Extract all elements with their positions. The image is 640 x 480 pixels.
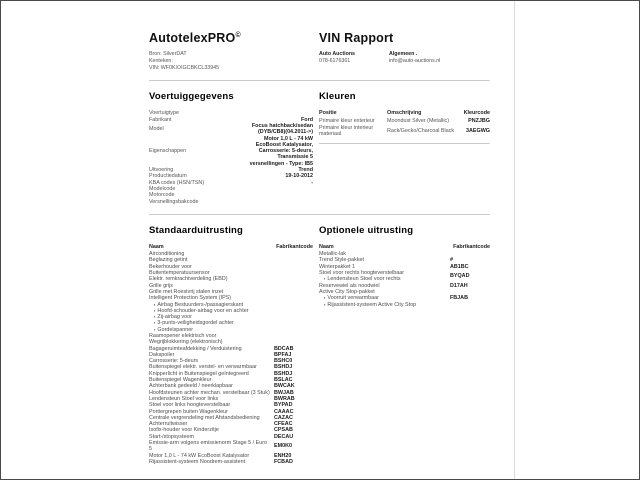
equipment-name-block	[149, 459, 271, 465]
equipment-item	[319, 289, 490, 308]
vin-report-page	[132, 1, 515, 480]
equipment-sub-list	[149, 302, 271, 333]
report-header	[149, 31, 490, 71]
equipment-name: Bagageruimteafdekking / Verduistering	[149, 345, 242, 352]
equipment-code: CFEAC	[274, 421, 293, 428]
equipment-code: BWRAB	[274, 395, 295, 402]
field-value-text: Ford	[301, 116, 313, 123]
equipment-code: BWCAK	[274, 383, 295, 390]
section-optionele-uitrusting	[319, 223, 490, 308]
equipment-name: Grille met Roestvrij stalen inzet	[149, 288, 224, 295]
equipment-code: BYPAD	[274, 402, 293, 409]
vehicle-field-list	[149, 110, 313, 204]
report-title: VIN Rapport	[319, 31, 394, 45]
mid-divider	[149, 214, 490, 215]
optional-equipment-list	[319, 251, 490, 308]
equipment-name: Achterbank gedeeld / neerklapbaar	[149, 383, 233, 390]
square-bullet-icon: ▪	[324, 301, 326, 307]
equipment-code: ENH20	[274, 452, 292, 459]
square-bullet-icon: ▪	[154, 320, 156, 326]
equipment-code: CPSAB	[274, 427, 293, 434]
equipment-name-block	[319, 289, 447, 308]
equipment-name: Dakspoiler	[149, 351, 175, 358]
equipment-name-block	[149, 440, 271, 453]
equipment-code: BPFAJ	[274, 351, 292, 358]
section-title-voertuiggegevens: Voertuiggegevens	[149, 91, 234, 103]
top-sections	[149, 89, 490, 204]
color-description: Moondust Silver (Metallic)	[387, 117, 450, 124]
meta-line: Kenteken:	[149, 57, 173, 64]
field-value	[168, 123, 313, 136]
field-value-text: Motor 1,0 L - 74 kW EcoBoost Katalysator, Carrosserie: 5-deurs, Transmissie 5 versnellingen - Type: IB5	[249, 135, 313, 167]
equipment-sub-item-text: Airbag Bestuurders-/passagierskant	[157, 301, 244, 308]
field-value	[202, 199, 313, 205]
equipment-name: Raamopener elektrisch voor	[149, 333, 217, 339]
equipment-name: Wegrijblokkering (elektronisch)	[149, 339, 223, 346]
section-title-optionele-uitrusting: Optionele uitrusting	[319, 224, 414, 236]
equipment-name: Active City Stop-pakket	[319, 288, 375, 295]
field-label: Eigenschappen	[149, 148, 187, 155]
vehicle-field-row	[149, 136, 313, 167]
equipment-sections	[149, 223, 490, 465]
equipment-code: AB1BC	[450, 263, 469, 270]
field-label: Fabrikant	[149, 116, 172, 123]
equipment-item	[149, 459, 313, 465]
field-label: Model	[149, 126, 164, 133]
equipment-sub-item-text: 3-punts-veiligheidsgordel achter	[157, 320, 234, 327]
field-value-text: Trend	[298, 167, 313, 174]
meta-line: Bron: SilverDAT	[149, 51, 187, 57]
field-label: Voertuigtype	[149, 110, 179, 117]
equipment-sub-item-text: Rijassistent-systeem Active City Stop	[327, 301, 417, 308]
equipment-name: Hoofdsteunen achter mechan. verstelbaar (3 Stuk)	[149, 389, 270, 396]
equipment-name: Achterruitwisser	[149, 421, 188, 428]
color-position: Primaire kleur interieur materiaal	[319, 124, 374, 138]
equipment-name: Airconditioning	[149, 251, 185, 258]
optional-equipment-header	[319, 244, 490, 250]
standard-equipment-list	[149, 251, 313, 465]
square-bullet-icon: ▪	[324, 276, 326, 282]
equipment-name: Buitentemperatuursensor	[149, 270, 210, 277]
equipment-name: Carrosserie: 5-deurs	[149, 358, 199, 365]
field-value	[190, 136, 313, 167]
field-label: Versnellingsbakcode	[149, 198, 199, 205]
equipment-name: Isofix-houder voor Kinderzitje	[149, 427, 219, 434]
equipment-name: Lendensteun Stoel voor links	[149, 395, 219, 402]
equipment-code: BSHC0	[274, 358, 293, 365]
header-right	[319, 31, 490, 65]
equipment-code: #	[450, 257, 453, 264]
equipment-item	[319, 270, 490, 283]
company-phone: 078-6176361	[319, 57, 351, 64]
vehicle-meta	[149, 51, 313, 71]
equipment-name: Bekerhouder voor	[149, 263, 192, 270]
equipment-name: Centrale vergrendeling met Afstandsbediening	[149, 414, 260, 421]
company-name: Auto Auctions	[319, 51, 355, 57]
column-header-positie: Positie	[319, 110, 337, 117]
column-header-omschrijving: Omschrijving	[387, 110, 422, 117]
equipment-item	[149, 440, 313, 453]
field-label: Productiedatum	[149, 173, 187, 180]
color-position: Primaire kleur exterieur	[319, 117, 375, 124]
field-label: KBA codes (HSN/TSN)	[149, 179, 205, 186]
square-bullet-icon: ▪	[154, 301, 156, 307]
column-header-naam: Naam	[149, 243, 164, 250]
equipment-name: Emissie-arm volgens emissienorm Stage 5 / Euro 5	[149, 440, 268, 453]
equipment-name: Buitenspiegel elektr. verstel- en verwarmbaar	[149, 364, 257, 371]
standard-equipment-header	[149, 244, 313, 250]
field-value-text: Focus hatchback/sedan (DYB/CB8)(04.2011->)	[251, 122, 313, 136]
equipment-code: CAZAC	[274, 414, 293, 421]
header-left	[149, 31, 313, 71]
equipment-item	[149, 295, 313, 333]
equipment-sub-item-text: Hoofd-schouder-airbag voor en achter	[157, 307, 249, 314]
section-title-standaarduitrusting: Standaarduitrusting	[149, 224, 244, 236]
equipment-name: Trend Style-pakket	[319, 257, 365, 264]
general-label: Algemeen .	[389, 51, 418, 57]
field-value-text: -	[311, 179, 313, 186]
field-label: Modelcode	[149, 185, 176, 192]
square-bullet-icon: ▪	[154, 314, 156, 320]
colors-table-body	[319, 118, 490, 138]
colors-divider	[319, 143, 490, 144]
equipment-name: Stoel voor rechts hoogteverstelbaar	[319, 270, 405, 277]
column-header-fabrikantcode: Fabrikantcode	[276, 243, 313, 250]
equipment-code: BYQAD	[450, 273, 470, 280]
equipment-sub-item-text: Voorruit verwarmbaar	[327, 295, 379, 302]
equipment-name: Buitenspiegel Wagenkleur	[149, 377, 212, 384]
equipment-name: Stoel voor links hoogteverstelbaar	[149, 402, 231, 409]
app-title-text: AutotelexPRO	[149, 31, 236, 45]
section-kleuren	[319, 89, 490, 143]
equipment-code: BSHDJ	[274, 370, 293, 377]
equipment-name: Portiergrepen buiten Wagenkleur	[149, 408, 228, 415]
equipment-sub-item-text: Zij-airbag voor	[157, 314, 192, 321]
section-voertuiggegevens	[149, 89, 313, 204]
square-bullet-icon: ▪	[154, 307, 156, 313]
equipment-name: Intelligent Protection System (IPS)	[149, 295, 232, 302]
equipment-name-block	[149, 295, 271, 333]
header-divider	[149, 80, 490, 81]
equipment-name: Metallic-lak	[319, 251, 346, 258]
field-label: Motorcode	[149, 192, 175, 199]
field-value-text: 19-10-2012	[285, 173, 313, 180]
color-code: 3AEGWG	[466, 128, 490, 135]
contact-general	[389, 51, 445, 65]
equipment-name: Start-/stopsysteem	[149, 433, 194, 440]
equipment-sub-item	[319, 302, 447, 308]
color-row	[319, 125, 490, 138]
color-row	[319, 118, 490, 124]
equipment-name: Knipperlicht in Buitenspiegel geïntegreerd	[149, 370, 249, 377]
trademark-symbol: ©	[235, 31, 241, 39]
equipment-code: EM0K0	[274, 443, 292, 450]
color-description: Rack/Gecko/Charcoal Black	[387, 128, 455, 135]
equipment-code: BDCAB	[274, 345, 294, 352]
vehicle-field-row	[149, 123, 313, 136]
equipment-name: Rijassistent-systeem Noodrem-assistent	[149, 458, 246, 465]
app-title	[149, 31, 313, 45]
equipment-code: BSHDJ	[274, 364, 293, 371]
color-code: PNZJBG	[468, 117, 490, 124]
equipment-code: D17AH	[450, 282, 468, 289]
equipment-code: DECAU	[274, 433, 294, 440]
equipment-name: Reservewiel als noodwiel	[319, 282, 380, 289]
contact-row	[319, 51, 490, 65]
vehicle-field-row	[149, 199, 313, 205]
section-title-kleuren: Kleuren	[319, 91, 356, 103]
equipment-sub-list	[319, 295, 447, 308]
equipment-code: CAAAC	[274, 408, 294, 415]
equipment-sub-item-text: Gordelspanner	[157, 326, 194, 333]
column-header-naam: Naam	[319, 243, 334, 250]
square-bullet-icon: ▪	[324, 295, 326, 301]
colors-table	[319, 110, 490, 137]
general-email: info@auto-auctions.nl	[389, 57, 441, 64]
equipment-code: FCBAD	[274, 458, 293, 465]
equipment-code: BSLAC	[274, 377, 293, 384]
equipment-name: Elektr. remkrachtverdeling (EBD)	[149, 276, 228, 283]
field-label: Uitvoering	[149, 167, 174, 174]
equipment-name: Grille grijs	[149, 282, 173, 289]
equipment-name-block	[319, 270, 447, 283]
equipment-code: BWJAB	[274, 389, 294, 396]
equipment-code: FBJAB	[450, 295, 468, 302]
colors-table-header	[319, 110, 490, 116]
equipment-name: Winterpakket 1	[319, 263, 355, 270]
section-standaarduitrusting	[149, 223, 313, 465]
equipment-name: Beglazing getint	[149, 257, 188, 264]
contact-company	[319, 51, 375, 65]
column-header-kleurcode: Kleurcode	[463, 110, 490, 117]
equipment-sub-item-text: Lendensteun Stoel voor rechts	[327, 276, 401, 283]
square-bullet-icon: ▪	[154, 326, 156, 332]
column-header-fabrikantcode: Fabrikantcode	[453, 243, 490, 250]
equipment-name: Motor 1,0 L - 74 kW EcoBoost Katalysator	[149, 452, 250, 459]
meta-line: VIN: WF0KXXGCBKCL33945	[149, 64, 220, 71]
